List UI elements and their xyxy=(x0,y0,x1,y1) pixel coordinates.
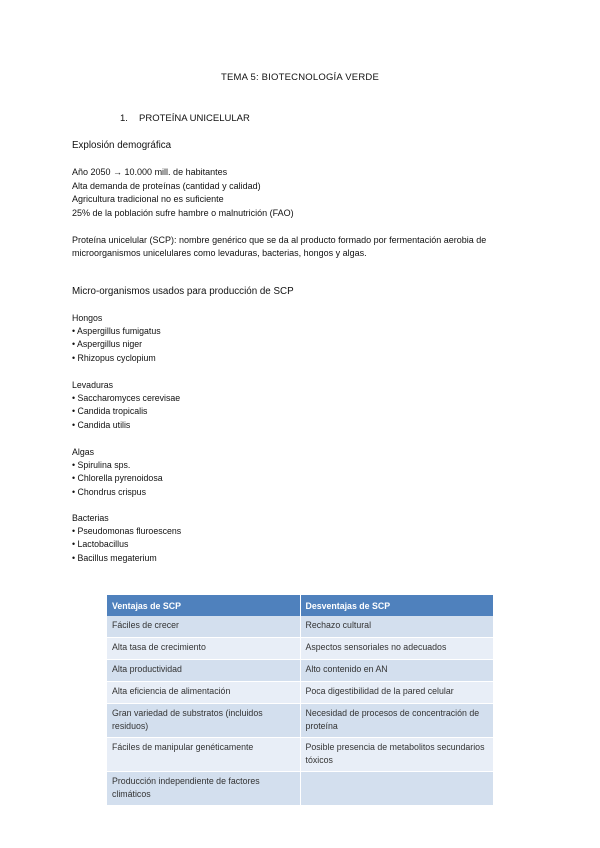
list-item: • Chondrus crispus xyxy=(72,486,146,497)
group-levaduras xyxy=(72,379,180,432)
group-name: Levaduras xyxy=(72,380,114,390)
list-item: • Chlorella pyrenoidosa xyxy=(72,473,163,484)
list-item: • Lactobacillus xyxy=(72,539,129,550)
advantage-cell: Alta eficiencia de alimentación xyxy=(107,682,300,704)
explosion-heading: Explosión demográfica xyxy=(72,140,172,151)
document-title: TEMA 5: BIOTECNOLOGÍA VERDE xyxy=(221,72,379,83)
list-item: • Aspergillus niger xyxy=(72,339,143,350)
list-item: • Candida utilis xyxy=(72,419,131,430)
group-name: Hongos xyxy=(72,313,103,323)
group-name: Bacterias xyxy=(72,513,109,523)
table-row xyxy=(107,638,493,660)
explosion-line: Agricultura tradicional no es suficiente xyxy=(72,194,224,204)
disadvantage-cell: Alto contenido en AN xyxy=(300,660,493,682)
table-row xyxy=(107,738,493,772)
list-item: • Spirulina sps. xyxy=(72,460,131,471)
advantage-cell: Alta productividad xyxy=(107,660,300,682)
table-row xyxy=(107,682,493,704)
explosion-line: Alta demanda de proteínas (cantidad y calidad) xyxy=(72,180,261,191)
table-header-row xyxy=(107,595,493,616)
group-name: Algas xyxy=(72,447,95,457)
header-disadvantages: Desventajas de SCP xyxy=(300,595,493,616)
table-row xyxy=(107,772,493,806)
advantage-cell: Gran variedad de substratos (incluidos residuos) xyxy=(107,704,300,738)
advantage-cell: Fáciles de manipular genéticamente xyxy=(107,738,300,772)
disadvantage-cell: Aspectos sensoriales no adecuados xyxy=(300,638,493,660)
section-heading: PROTEÍNA UNICELULAR xyxy=(139,113,250,124)
disadvantage-cell: Poca digestibilidad de la pared celular xyxy=(300,682,493,704)
table-row xyxy=(107,616,493,638)
header-advantages: Ventajas de SCP xyxy=(107,595,300,616)
disadvantage-cell: Rechazo cultural xyxy=(300,616,493,638)
advantage-cell: Fáciles de crecer xyxy=(107,616,300,638)
list-item: • Bacillus megaterium xyxy=(72,552,157,563)
scp-comparison-table xyxy=(107,595,493,806)
explosion-line: 25% de la población sufre hambre o malnutrición (FAO) xyxy=(72,207,294,218)
disadvantage-cell: Posible presencia de metabolitos secundarios tóxicos xyxy=(300,738,493,772)
table-row xyxy=(107,660,493,682)
group-bacterias xyxy=(72,512,181,565)
advantage-cell: Producción independiente de factores climáticos xyxy=(107,772,300,806)
advantage-cell: Alta tasa de crecimiento xyxy=(107,638,300,660)
table-row xyxy=(107,704,493,738)
list-item: • Pseudomonas fluroescens xyxy=(72,526,182,537)
list-item: • Candida tropicalis xyxy=(72,406,148,417)
explosion-line: Año 2050 → 10.000 mill. de habitantes xyxy=(72,167,228,177)
list-item: • Rhizopus cyclopium xyxy=(72,352,156,363)
group-hongos xyxy=(72,312,161,365)
list-item: • Saccharomyces cerevisae xyxy=(72,393,181,404)
disadvantage-cell: Necesidad de procesos de concentración de proteína xyxy=(300,704,493,738)
disadvantage-cell xyxy=(300,772,493,806)
section-number: 1. xyxy=(120,113,128,124)
micro-heading: Micro-organismos usados para producción de SCP xyxy=(72,286,294,297)
list-item: • Aspergillus fumigatus xyxy=(72,326,161,337)
group-algas xyxy=(72,446,163,499)
scp-definition: Proteína unicelular (SCP): nombre genérico que se da al producto formado por fermentación aerobia de microorganismos unicelulares como levaduras, bacterias, hongos y algas. xyxy=(72,235,487,258)
